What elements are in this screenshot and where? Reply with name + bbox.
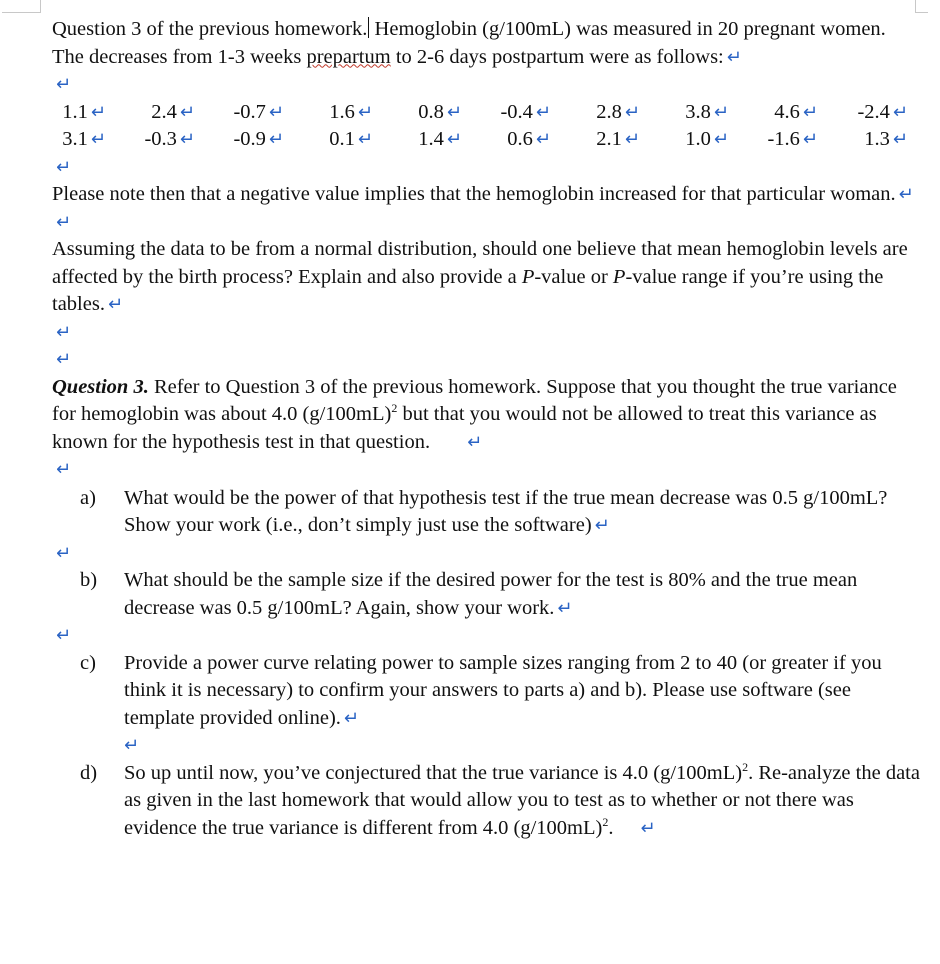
assumption-paragraph: Assuming the data to be from a normal distribution, should one believe that mean hemoglobin levels are affected by the birth process? Explain and also provide a P-value or P-value range if you’re using the tables. ↵ xyxy=(52,238,908,315)
paragraph-mark-icon: ↵ xyxy=(898,184,914,205)
data-value: -0.7 ↵ xyxy=(233,100,284,123)
data-value: -2.4 ↵ xyxy=(857,100,908,123)
spellcheck-word[interactable]: prepartum xyxy=(306,45,391,68)
question-heading: Question 3. xyxy=(52,375,149,398)
data-value: -0.4 ↵ xyxy=(500,100,551,123)
data-value: 2.8 ↵ xyxy=(596,100,640,123)
data-value: 4.6 ↵ xyxy=(774,100,818,123)
data-value: 2.1 ↵ xyxy=(596,128,640,150)
note-paragraph: Please note then that a negative value implies that the hemoglobin increased for that particular woman. ↵ xyxy=(52,183,914,205)
paragraph-mark-icon: ↵ xyxy=(726,46,742,68)
list-item: d) So up until now, you’ve conjectured that the true variance is 4.0 $(g/100mL)^2$. Re-analyze the data as given in the last homework that would allow you to test as to whether or not there was evidence the true variance is different from 4.0 $(g/100mL)^2$. ↵ xyxy=(80,760,920,843)
paragraph-mark-icon: ↵ xyxy=(56,321,72,343)
data-value: 0.1 ↵ xyxy=(329,128,373,150)
data-row xyxy=(52,126,920,154)
item-label: d) xyxy=(80,761,98,784)
data-value: -0.9 ↵ xyxy=(233,128,284,150)
page-corner-mark-right xyxy=(915,0,928,13)
paragraph-mark-icon: ↵ xyxy=(56,74,72,95)
paragraph-mark-icon: ↵ xyxy=(343,707,359,729)
paragraph-mark-icon: ↵ xyxy=(56,349,72,370)
paragraph-mark-icon: ↵ xyxy=(594,515,610,536)
intro-paragraph: Question 3 of the previous homework. Hemoglobin (g/100mL) was measured in 20 pregnant women. The decreases from 1-3 weeks prepartum to 2-6 days postpartum were as follows: ↵ xyxy=(52,18,886,68)
data-table xyxy=(52,99,920,154)
data-value: 1.6 ↵ xyxy=(329,100,373,123)
data-value: 3.8 ↵ xyxy=(685,100,729,123)
list-item: c) Provide a power curve relating power to sample sizes ranging from 2 to 40 (or greater if you think it is necessary) to confirm your answers to parts a) and b). Please use software (see template provided online). ↵ xyxy=(80,650,920,733)
paragraph-mark-icon: ↵ xyxy=(557,597,573,619)
list-item: b) What should be the sample size if the desired power for the test is 80% and the true mean decrease was 0.5 g/100mL? Again, show your work. ↵ xyxy=(80,567,920,622)
data-value: 1.1 ↵ xyxy=(62,100,106,123)
data-value: 3.1 ↵ xyxy=(62,128,106,150)
paragraph-mark-icon: ↵ xyxy=(56,625,72,646)
data-value: 0.8 ↵ xyxy=(418,100,462,123)
paragraph-mark-icon: ↵ xyxy=(56,156,72,178)
data-value: 1.0 ↵ xyxy=(685,128,729,150)
paragraph-mark-icon: ↵ xyxy=(467,431,483,453)
page-corner-mark-left xyxy=(2,0,41,13)
paragraph-mark-icon: ↵ xyxy=(107,294,124,315)
item-label: a) xyxy=(80,486,96,509)
item-label: c) xyxy=(80,651,96,674)
item-label: b) xyxy=(80,569,98,591)
data-value: -0.3 ↵ xyxy=(144,128,195,150)
paragraph-mark-icon: ↵ xyxy=(56,542,72,564)
paragraph-mark-icon: ↵ xyxy=(640,817,656,839)
paragraph-mark-icon: ↵ xyxy=(56,211,72,233)
list-item: a) What would be the power of that hypothesis test if the true mean decrease was 0.5 g/100mL? Show your work (i.e., don’t simply just use the software) ↵ xyxy=(80,485,920,540)
paragraph-mark-icon: ↵ xyxy=(56,459,72,480)
data-value: 1.3 ↵ xyxy=(864,128,908,150)
data-value: 0.6 ↵ xyxy=(507,128,551,150)
data-value: 1.4 ↵ xyxy=(418,128,462,150)
question-3-paragraph: Question 3. Refer to Question 3 of the previous homework. Suppose that you thought the true variance for hemoglobin was about 4.0 $(g/100mL)^2$ but that you would not be allowed to treat this variance as known for the hypothesis test in that question. ↵ xyxy=(52,375,897,453)
document-page[interactable] xyxy=(52,16,920,842)
data-value: 2.4 ↵ xyxy=(151,100,195,123)
paragraph-mark-icon: ↵ xyxy=(124,735,140,756)
data-value: -1.6 ↵ xyxy=(767,128,818,150)
question-parts xyxy=(80,485,920,540)
data-row xyxy=(52,99,920,127)
